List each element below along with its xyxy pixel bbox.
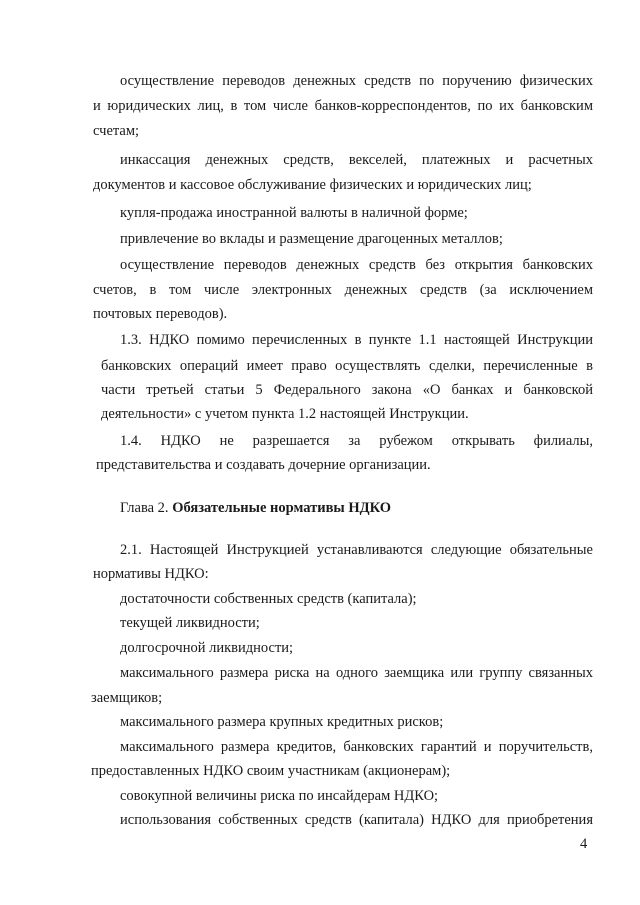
list-item: максимального размера крупных кредитных рисков; — [120, 714, 444, 730]
text-line: банковских операций имеет право осуществлять сделки, перечисленные в — [101, 358, 593, 374]
text-line: купля-продажа иностранной валюты в наличной форме; — [120, 205, 468, 221]
text-line: привлечение во вклады и размещение драгоценных металлов; — [120, 231, 503, 247]
page-number: 4 — [580, 836, 588, 852]
text-line: документов и кассовое обслуживание физических и юридических лиц; — [93, 177, 532, 193]
chapter-title: Обязательные нормативы НДКО — [172, 500, 392, 516]
text-line: нормативы НДКО: — [93, 566, 209, 582]
text-line: осуществление переводов денежных средств по поручению физических — [120, 73, 593, 89]
text-line: счетам; — [93, 123, 140, 139]
text-line: 1.3. НДКО помимо перечисленных в пункте 1.1 настоящей Инструкции — [120, 332, 593, 348]
list-item: совокупной величины риска по инсайдерам НДКО; — [120, 788, 439, 804]
text-line: 1.4. НДКО не разрешается за рубежом открывать филиалы, — [120, 433, 593, 449]
text-line: части третьей статьи 5 Федерального закона «О банках и банковской — [101, 382, 593, 398]
text-line: представительства и создавать дочерние организации. — [96, 457, 431, 473]
text-line: инкассация денежных средств, векселей, платежных и расчетных — [120, 152, 593, 168]
list-item: заемщиков; — [91, 690, 163, 706]
text-line: счетов, в том числе электронных денежных средств (за исключением — [93, 282, 593, 298]
list-item: использования собственных средств (капитала) НДКО для приобретения — [120, 812, 593, 828]
list-item: долгосрочной ликвидности; — [120, 640, 294, 656]
chapter-prefix: Глава 2. — [120, 500, 169, 516]
text-line: осуществление переводов денежных средств без открытия банковских — [120, 257, 593, 273]
list-item: предоставленных НДКО своим участникам (акционерам); — [91, 763, 451, 779]
list-item: текущей ликвидности; — [120, 615, 260, 631]
text-line: почтовых переводов). — [93, 306, 228, 322]
list-item: максимального размера риска на одного заемщика или группу связанных — [120, 665, 593, 681]
text-line: деятельности» с учетом пункта 1.2 настоящей Инструкции. — [101, 406, 469, 422]
text-line: 2.1. Настоящей Инструкцией устанавливаются следующие обязательные — [120, 542, 593, 558]
list-item: достаточности собственных средств (капитала); — [120, 591, 417, 607]
list-item: максимального размера кредитов, банковских гарантий и поручительств, — [120, 739, 593, 755]
chapter-heading — [120, 499, 391, 517]
text-line: и юридических лиц, в том числе банков-корреспондентов, по их банковским — [93, 98, 593, 114]
